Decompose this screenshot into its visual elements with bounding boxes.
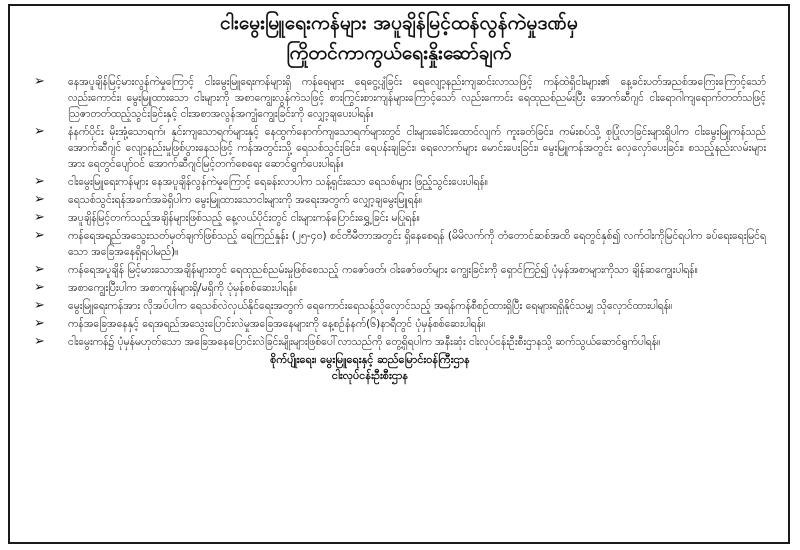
advice-item [34,316,766,332]
department-name: ငါးလုပ်ငန်းဦးစီးဌာန [331,369,409,382]
arrow-bullet-icon: ➢ [34,210,45,225]
issuer-signature [10,352,730,384]
notice-frame [8,4,790,544]
arrow-bullet-icon: ➢ [34,228,45,243]
advice-text: ငါးမွေးမြူရေးကန်များ နေအပူချိန်လွန်ကဲမှုကြောင့် ရေခန်းလာပါက သန့်ရှင်းသော ရေသစ်များ ဖြည့်သွင်းပေးပါရန်။ [68,176,488,188]
arrow-bullet-icon: ➢ [34,316,45,331]
advice-list [34,74,766,350]
title-line-1: ငါးမွေးမြူရေးကန်များ အပူချိန်မြင့်ထန်လွန်ကဲမှုဒဏ်မှ [220,12,578,34]
advice-text: ကန်အခြေအနေနှင့် ရေအရည်အသွေးပြောင်းလဲမှုအခြေအနေများကို နေ့စဉ်နံနက်(၆)နာရီတွင် ပုံမှန်စစ်ဆေးပါရန်။ [68,318,486,330]
notice-title [10,8,788,68]
advice-text: အပူချိန်မြင့်တက်သည့်အချိန်များဖြစ်သည့် နေ့လယ်ပိုင်းတွင် ငါးများကန်ပြောင်းရွှေ့ခြင်း မပြုရန်။ [68,212,420,224]
advice-item [34,334,766,350]
advice-text: အစာကျွေးပြီးပါက အစာကျန်များရှိ/မရှိကို ပုံမှန်စစ်ဆေးပါရန်။ [68,282,297,294]
advice-item [34,280,766,296]
issuer-block [10,352,730,384]
arrow-bullet-icon: ➢ [34,334,45,349]
arrow-bullet-icon: ➢ [34,262,45,277]
advice-item [34,262,766,278]
ministry-name: စိုက်ပျိုးရေး၊ မွေးမြူရေးနှင့် ဆည်မြောင်းဝန်ကြီးဌာန [270,353,470,366]
advice-item [34,74,766,122]
arrow-bullet-icon: ➢ [34,192,45,207]
arrow-bullet-icon: ➢ [34,124,45,139]
advice-item [34,124,766,172]
advice-text: ရေသစ်သွင်းရန်အခက်အခဲရှိပါက မွေးမြူထားသောငါးများကို အရေးအတွက် လျှော့ချမွေးမြူရန်။ [68,194,423,206]
arrow-bullet-icon: ➢ [34,174,45,189]
title-line-2: ကြိုတင်ကာကွယ်ရေးနှိုးဆော်ချက် [286,42,512,64]
advice-text: ငါးမွေးကန်၌ ပုံမှန်မဟုတ်သော အခြေအနေပြောင်းလဲခြင်းမျိုးများဖြစ်ပေါ်လာသည်ကို တွေ့ရှိရပါက အနီးဆုံး ငါးလုပ်ငန်းဦးစီးဌာနသို့ ဆက်သွယ်ဆောင်ရွက်ပါရန်။ [68,336,661,348]
advice-item [34,298,766,314]
advice-text: နံနက်ပိုင်း မိုးအုံ့သောရက်၊ နှင်းကျသောရက်များနှင့် နေထွက်နောက်ကျသောရက်များတွင် ငါးများခေါင်းထောင်လျက် ကူးခတ်ခြင်း၊ ကမ်းစပ်သို့ စုပြုံလာခြင်းများရှိပါက ငါးမွေးမြူကန်သည် အောက်ဆီဂျင် လျော့နည်းမှုဖြစ်ပွားနေသဖြင့် ကန်အတွင်းသို့ ရေသစ်သွင်းခြင်း၊ ရေပန်းချခြင်း၊ ရေလောက်များ မောင်းပေးခြင်း၊ မွေးမြူကန်အတွင်း လှေလှော်ပေးခြင်း၊ စသည့်နည်းလမ်းများအား ရေတွင်ပျော်ဝင် အောက်ဆီဂျင်မြင့်တက်စေရေး ဆောင်ရွက်ပေးပါရန်။ [68,126,766,170]
advice-item [34,192,766,208]
advice-text: ကန်ရေအပူချိန် မြင့်မားသောအချိန်များတွင် ရေထုညစ်ညမ်းမှုဖြစ်စေသည့် ကဇော်ဖတ်၊ ဝါးဇော်ဖတ်များ ကျွေးခြင်းကို ရှောင်ကြဉ်၍ ပုံမှန်အစာများကိုသာ ချိန်ဆကျွေးပါရန်။ [68,264,698,276]
advice-item [34,210,766,226]
advice-item [34,174,766,190]
advice-text: မွေးမြူရေးကန်အား လိုအပ်ပါက ရေသစ်လဲလှယ်နိုင်ရေးအတွက် ရေကောင်းရေသန့်သိုလှောင်သည့် အရန်ကန်စီစဉ်ထားရှိပြီး ရေများရရှိနိုင်သမျှ သိုလှောင်ထားပါရန်။ [68,300,673,312]
advice-text: နေအပူချိန်မြင့်မားလွန်ကဲမှုကြောင့် ငါးမွေးမြူရေးကန်များရှိ ကန်ရေများ ရေငွေ့ပျံခြင်း ရေလျော့နည်းကျဆင်းလာသဖြင့် ကန်ထဲရှိငါးများ၏ နေ့ခင်းပတ်အညစ်အကြေးကြောင့်သော် လည်းကောင်း၊ မွေးမြူထားသော ငါးများကို အစာကျွေးလွန်ကဲသဖြင့် စားကြွင်းစားကျန်များကြောင့်သော် လည်းကောင်း ရေထုညစ်ညမ်းပြီး အောက်ဆီဂျင် ငါးရောဂါကျရောက်တတ်သဖြင့် ဩဇာတတ်ထည့်သွင်းခြင်းနှင့် ငါးအစာအလွန်အကျွံကျွေးခြင်းကို လျှော့ချပေးပါရန်။ [68,76,766,120]
arrow-bullet-icon: ➢ [34,280,45,295]
advice-text: ကန်ရေအရည်အသွေးသတ်မှတ်ချက်ဖြစ်သည့် ရေကြည်နှုန်း (၂၅-၄၀) စင်တီမီတာအတွင်း ရှိနေစေရန် (မိမိလက်ကို တံတောင်ဆစ်အထိ ရေတွင်နှစ်၍ လက်ဝါးကိုမြင်ရပါက ခပ်ရေးရေးမြင်ရသော အခြေအနေရှိရပါမည်)။ [68,230,766,258]
arrow-bullet-icon: ➢ [34,74,45,89]
advice-item [34,228,766,260]
arrow-bullet-icon: ➢ [34,298,45,313]
